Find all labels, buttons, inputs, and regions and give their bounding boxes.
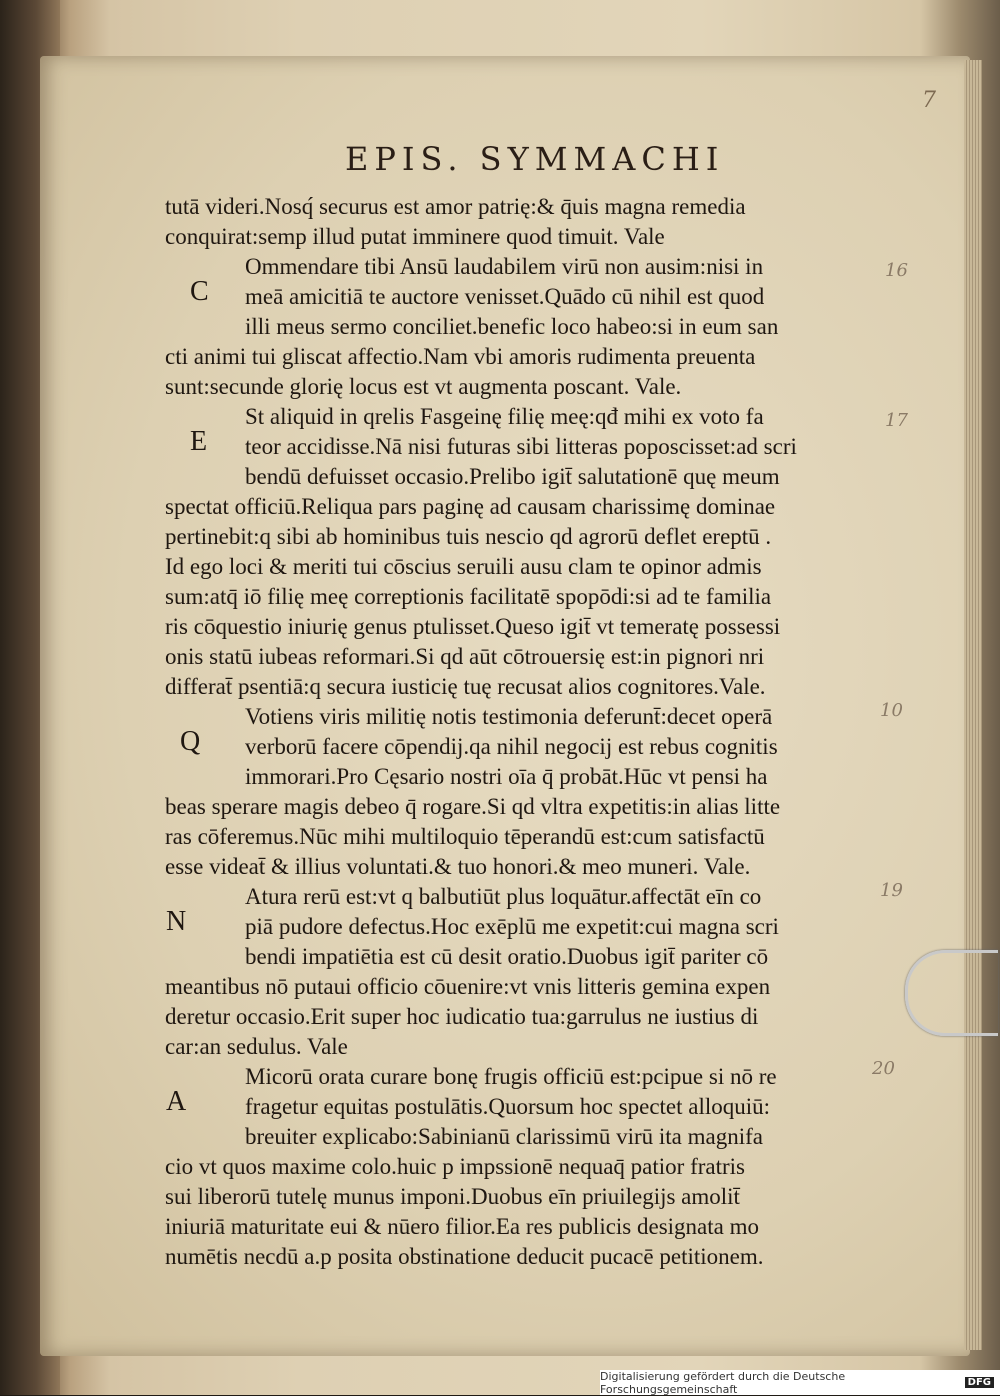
dfg-logo: DFG [965, 1377, 994, 1388]
text-line: conquirat:semp illud putat imminere quod timuit. Vale [165, 224, 665, 249]
text-line: iniuriā maturitate eui & nūero filior.Ea res publicis designata mo [165, 1214, 760, 1239]
text-line: Atura rerū est:vt q balbutiūt plus loquātur.affectāt eīn co [245, 884, 762, 909]
folio-number: 7 [922, 88, 936, 113]
margin-number: 20 [872, 1058, 895, 1079]
text-line: immorari.Pro Cęsario nostri oīa q̄ probāt.Hūc vt pensi ha [245, 764, 768, 789]
text-line: beas sperare magis debeo q̄ rogare.Si qd vltra expetitis:in alias litte [165, 794, 781, 819]
text-line: piā pudore defectus.Hoc exēplū me expetit:cui magna scri [245, 914, 779, 939]
text-line: cti animi tui gliscat affectio.Nam vbi amoris rudimenta preuenta [165, 344, 756, 369]
initial-letter: E [190, 426, 208, 457]
text-line: Micorū orata curare bonę frugis officiū est:pcipue si nō re [245, 1064, 777, 1089]
running-head: EPIS. SYMMACHI [345, 140, 725, 178]
text-line: Votiens viris militię notis testimonia deferunt̄:decet operā [245, 704, 773, 729]
text-line: numētis necdū a.p posita obstinatione deducit pucacē petitionem. [165, 1244, 764, 1269]
text-line: car:an sedulus. Vale [165, 1034, 348, 1059]
page-stack-edge [964, 60, 982, 1350]
text-line: fragetur equitas postulātis.Quorsum hoc spectet alloquiū: [245, 1094, 771, 1119]
initial-letter: N [166, 906, 187, 937]
text-line: ris cōquestio iniurię genus ptulisset.Queso igit̄ vt temeratę possessi [165, 614, 781, 639]
initial-letter: C [190, 276, 209, 307]
text-line: sunt:secunde glorię locus est vt augmenta poscant. Vale. [165, 374, 682, 399]
text-line: breuiter explicabo:Sabinianū clarissimū virū ita magnifa [245, 1124, 763, 1149]
initial-letter: Q [180, 726, 201, 757]
text-line: deretur occasio.Erit super hoc iudicatio tua:garrulus ne iustius di [165, 1004, 759, 1029]
text-line: tutā videri.Nosq́ securus est amor patrię:& q̄uis magna remedia [165, 194, 746, 219]
text-line: differat̄ psentiā:q secura iusticię tuę recusat alios cognitores.Vale. [165, 674, 766, 699]
text-line: meā amicitiā te auctore venisset.Quādo cū nihil est quod [245, 284, 765, 309]
text-line: bendū defuisset occasio.Prelibo igit̄ salutationē quę meum [245, 464, 780, 489]
text-line: Ommendare tibi Ansū laudabilem virū non ausim:nisi in [245, 254, 764, 279]
text-line: sum:atq̄ iō filię meę correptionis facilitatē spopōdi:si ad te familia [165, 584, 772, 609]
margin-number: 19 [880, 880, 903, 901]
text-line: meantibus nō putaui officio cōuenire:vt vnis litteris gemina expen [165, 974, 771, 999]
text-line: pertinebit:q sibi ab hominibus tuis nescio qd agrorū deflet ereptū . [165, 524, 772, 549]
text-line: teor accidisse.Nā nisi futuras sibi litteras poposcisset:ad scri [245, 434, 797, 459]
text-line: sui liberorū tutelę munus imponi.Duobus eīn priuilegijs amolit̄ [165, 1184, 740, 1209]
text-line: illi meus sermo conciliet.benefic loco habeo:si in eum san [245, 314, 779, 339]
margin-number: 17 [885, 410, 908, 431]
margin-number: 10 [880, 700, 903, 721]
text-line: cio vt quos maxime colo.huic p impssionē nequaq̄ patior fratris [165, 1154, 745, 1179]
text-line: verborū facere cōpendij.qa nihil negocij est rebus cognitis [245, 734, 778, 759]
text-line: bendi impatiētia est cū desit oratio.Duobus igit̄ pariter cō [245, 944, 769, 969]
text-line: esse videat̄ & illius voluntati.& tuo honori.& meo muneri. Vale. [165, 854, 751, 879]
footer-bar [600, 1370, 1000, 1395]
paper-clip [905, 950, 998, 1036]
text-line: ras cōferemus.Nūc mihi multiloquio tēperandū est:cum satisfactū [165, 824, 765, 849]
text-line: Id ego loci & meriti tui cōscius seruili ausu clam te opinor admis [165, 554, 762, 579]
margin-number: 16 [885, 260, 908, 281]
initial-letter: A [166, 1086, 187, 1117]
text-line: spectat officiū.Reliqua pars paginę ad causam charissimę dominae [165, 494, 776, 519]
text-line: onis statū iubeas reformari.Si qd aūt cōtrouersię est:in pignori nri [165, 644, 765, 669]
text-line: St aliquid in qrelis Fasgeinę filię meę:qđ mihi ex voto fa [245, 404, 764, 429]
footer-text: Digitalisierung gefördert durch die Deutsche Forschungsgemeinschaft [600, 1369, 846, 1396]
